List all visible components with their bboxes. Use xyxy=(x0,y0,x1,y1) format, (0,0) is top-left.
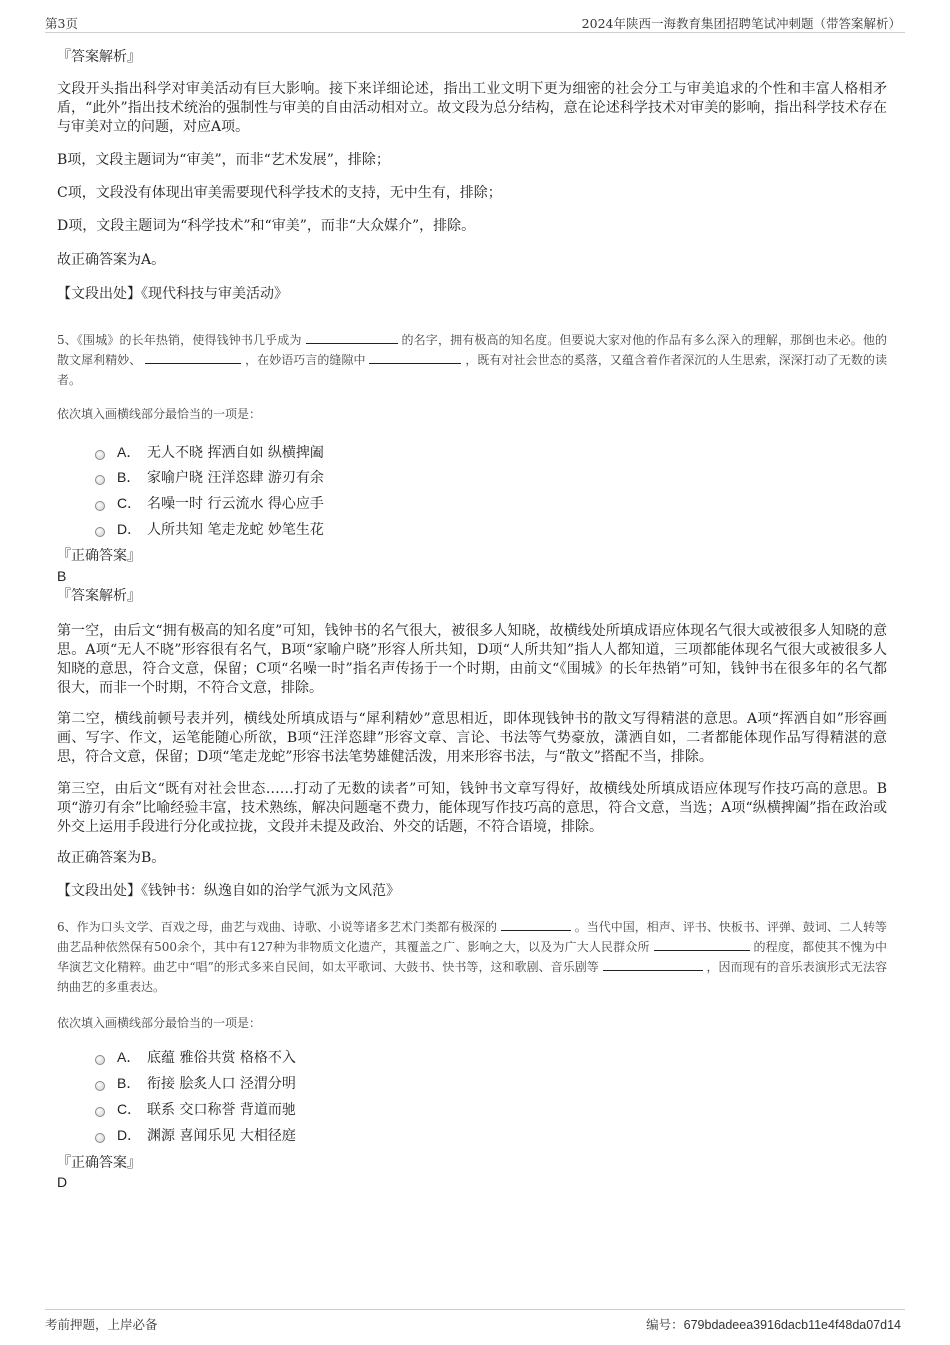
page-number: 第3页 xyxy=(45,16,78,31)
q5-option-d[interactable]: D． 人所共知 笔走龙蛇 妙笔生花 xyxy=(95,520,324,538)
q6-option-a[interactable]: A． 底蕴 雅俗共赏 格格不入 xyxy=(95,1048,296,1066)
radio-icon[interactable] xyxy=(95,501,105,511)
q5-conclusion: 故正确答案为B。 xyxy=(57,850,166,866)
q5-stem-part4: ，既有对社会世态的奚落，又蕴含着作者深沉的人生思索，深深打动了无数的读者。 xyxy=(57,353,887,387)
q5-analysis-label: 『答案解析』 xyxy=(57,588,141,604)
q4-source: 【文段出处】《现代科技与审美活动》 xyxy=(57,286,288,302)
q6-stem-part2: 。当代中国，相声、评书、快板书、评弹、鼓词、二人转等曲艺品种依然保有500余个，其中有127种为非物质文化遗产，其覆盖之广、影响之大，以及为广大人民群众所 xyxy=(57,920,887,954)
q6-blank-3 xyxy=(603,958,703,971)
page-footer xyxy=(45,1309,905,1340)
q6-stem-part1: 6、作为口头文学、百戏之母，曲艺与戏曲、诗歌、小说等诸多艺术门类都有极深的 xyxy=(57,920,498,934)
q6-answer: D xyxy=(57,1174,68,1190)
footer-code xyxy=(646,1315,901,1333)
q6-option-d[interactable]: D． 渊源 喜闻乐见 大相径庭 xyxy=(95,1126,296,1144)
radio-icon[interactable] xyxy=(95,450,105,460)
q5-blank-3 xyxy=(369,351,461,364)
footer-code-value: 679bdadeea3916dacb11e4f48da07d14 xyxy=(683,1318,901,1332)
radio-icon[interactable] xyxy=(95,1133,105,1143)
q4-analysis-para2: B项，文段主题词为“审美”，而非“艺术发展”，排除； xyxy=(57,152,390,168)
q5-stem-part1: 5、《围城》的长年热销，使得钱钟书几乎成为 xyxy=(57,333,302,347)
q6-stem xyxy=(57,917,887,997)
q5-stem-part2: 的名字，拥有极高的知名度。但要说大家对他的作品有多么深入的理解，那倒也未必。他的散文犀利精妙、 xyxy=(57,333,887,367)
q5-stem xyxy=(57,330,887,390)
q6-blank-2 xyxy=(654,938,750,951)
q4-analysis-label: 『答案解析』 xyxy=(57,49,141,65)
q5-analysis-para1: 第一空，由后文“拥有极高的知名度”可知，钱钟书的名气很大，被很多人知晓，故横线处所填成语应体现名气很大或被很多人知晓的意思。A项“无人不晓”形容很有名气，B项“家喻户晓”形容人所共知，D项“人所共知”指人人都知道，三项都能体现名气很大或被很多人知晓的意思，符合文意，保留；C项“名噪一时”指名声传扬于一个时期，由前文“《围城》的长年热销”可知，钱钟书在很多年的名气都很大，而非一个时期，不符合文意，排除。 xyxy=(57,623,887,696)
q6-stem-part4: ，因而现有的音乐表演形式无法容纳曲艺的多重表达。 xyxy=(57,960,887,994)
q6-blank-1 xyxy=(501,918,571,931)
q6-option-c[interactable]: C． 联系 交口称誉 背道而驰 xyxy=(95,1100,296,1118)
q5-stem-part3: ，在妙语巧言的缝隙中 xyxy=(245,353,366,367)
q6-stem-part3: 的程度，都使其不愧为中华演艺文化精粹。曲艺中“唱”的形式多来自民间，如太平歌词、大鼓书、快书等，这和歌剧、音乐剧等 xyxy=(57,940,887,974)
q5-analysis-para2: 第二空，横线前顿号表并列，横线处所填成语与“犀利精妙”意思相近，即体现钱钟书的散文写得精湛的意思。A项“挥洒自如”形容画画、写字、作文，运笔能随心所欲，B项“汪洋恣肆”形容文章、言论、书法等气势豪放，潇洒自如，二者都能体现作品写得精湛的意思，符合文意，保留；D项“笔走龙蛇”形容书法笔势雄健活泼，用来形容书法，与“散文”搭配不当，排除。 xyxy=(57,711,887,765)
q4-analysis-para3: C项，文段没有体现出审美需要现代科学技术的支持，无中生有，排除； xyxy=(57,185,502,201)
q5-option-a[interactable]: A． 无人不晓 挥洒自如 纵横捭阖 xyxy=(95,443,324,461)
q5-answer-label: 『正确答案』 xyxy=(57,548,141,564)
q5-option-c[interactable]: C． 名噪一时 行云流水 得心应手 xyxy=(95,494,324,512)
q5-analysis-para3: 第三空，由后文“既有对社会世态……打动了无数的读者”可知，钱钟书文章写得好，故横线处所填成语应体现写作技巧高的意思。B项“游刃有余”比喻经验丰富，技术熟练，解决问题毫不费力，能体现写作技巧高的意思，符合文意，当选；A项“纵横捭阖”指在政治或外交上运用手段进行分化或拉拢，文段并未提及政治、外交的话题，不符合语境，排除。 xyxy=(57,781,887,835)
q5-option-b[interactable]: B． 家喻户晓 汪洋恣肆 游刃有余 xyxy=(95,468,324,486)
q4-analysis-para1: 文段开头指出科学对审美活动有巨大影响。接下来详细论述，指出工业文明下更为细密的社会分工与审美追求的个性和丰富人格相矛盾，“此外”指出技术统治的强制性与审美的自由活动相对立。故文段为总分结构，意在论述科学技术对审美的影响，指出科学技术存在与审美对立的问题，对应A项。 xyxy=(57,81,887,135)
radio-icon[interactable] xyxy=(95,1107,105,1117)
radio-icon[interactable] xyxy=(95,475,105,485)
radio-icon[interactable] xyxy=(95,1055,105,1065)
q6-option-b[interactable]: B． 衔接 脍炙人口 泾渭分明 xyxy=(95,1074,296,1092)
q5-blank-2 xyxy=(145,351,241,364)
radio-icon[interactable] xyxy=(95,527,105,537)
footer-slogan: 考前押题，上岸必备 xyxy=(45,1317,158,1332)
q5-answer: B xyxy=(57,568,67,584)
q6-answer-label: 『正确答案』 xyxy=(57,1155,141,1171)
q6-prompt: 依次填入画横线部分最恰当的一项是： xyxy=(57,1016,262,1030)
q5-source: 【文段出处】《钱钟书：纵逸自如的治学气派为文风范》 xyxy=(57,883,400,899)
q4-analysis-para4: D项，文段主题词为“科学技术”和“审美”，而非“大众媒介”，排除。 xyxy=(57,218,476,234)
q5-prompt: 依次填入画横线部分最恰当的一项是： xyxy=(57,407,262,421)
q4-conclusion: 故正确答案为A。 xyxy=(57,252,166,268)
q5-blank-1 xyxy=(306,331,398,344)
page-header xyxy=(45,10,905,33)
radio-icon[interactable] xyxy=(95,1081,105,1091)
document-title: 2024年陕西一海教育集团招聘笔试冲刺题（带答案解析） xyxy=(581,16,901,31)
footer-code-label: 编号： xyxy=(646,1317,684,1332)
